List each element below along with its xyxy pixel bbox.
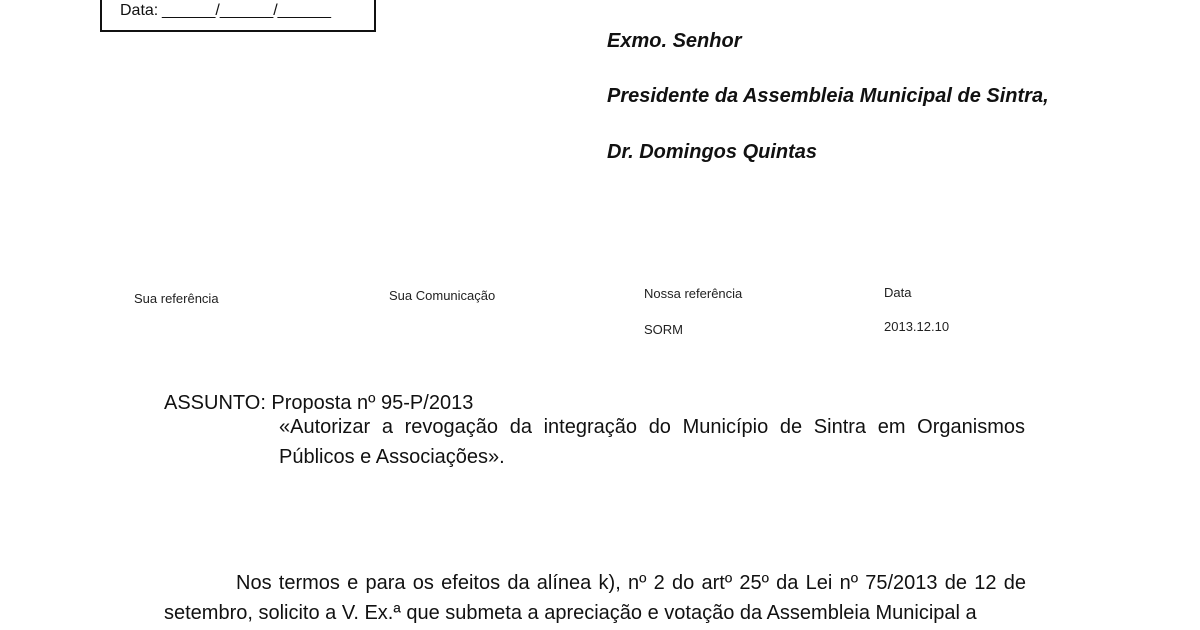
stamp-date-blanks: ______/______/______ (162, 2, 332, 19)
sua-referencia-label: Sua referência (134, 291, 219, 306)
addressee-salutation: Exmo. Senhor (607, 30, 742, 52)
sua-comunicacao-label: Sua Comunicação (389, 288, 496, 303)
subject-label: ASSUNTO: Proposta nº 95-P/2013 (164, 392, 474, 414)
data-label: Data (884, 285, 912, 300)
nossa-referencia-label: Nossa referência (644, 286, 743, 301)
nossa-referencia-value: SORM (644, 322, 683, 337)
addressee-title: Presidente da Assembleia Municipal de Sintra, (607, 85, 1049, 107)
stamp-date-label: Data: (120, 2, 159, 19)
subject-text: «Autorizar a revogação da integração do Município de Sintra em Organismos Públicos e Associações». (279, 416, 1025, 468)
data-value: 2013.12.10 (884, 319, 950, 334)
addressee-name: Dr. Domingos Quintas (607, 141, 818, 163)
date-stamp-box (100, 0, 376, 32)
body-paragraph: Nos termos e para os efeitos da alínea k), nº 2 do artº 25º da Lei nº 75/2013 de 12 de setembro, solicito a V. Ex.ª que submeta a apreciação e votação da Assembleia Municipal a (164, 572, 1026, 624)
